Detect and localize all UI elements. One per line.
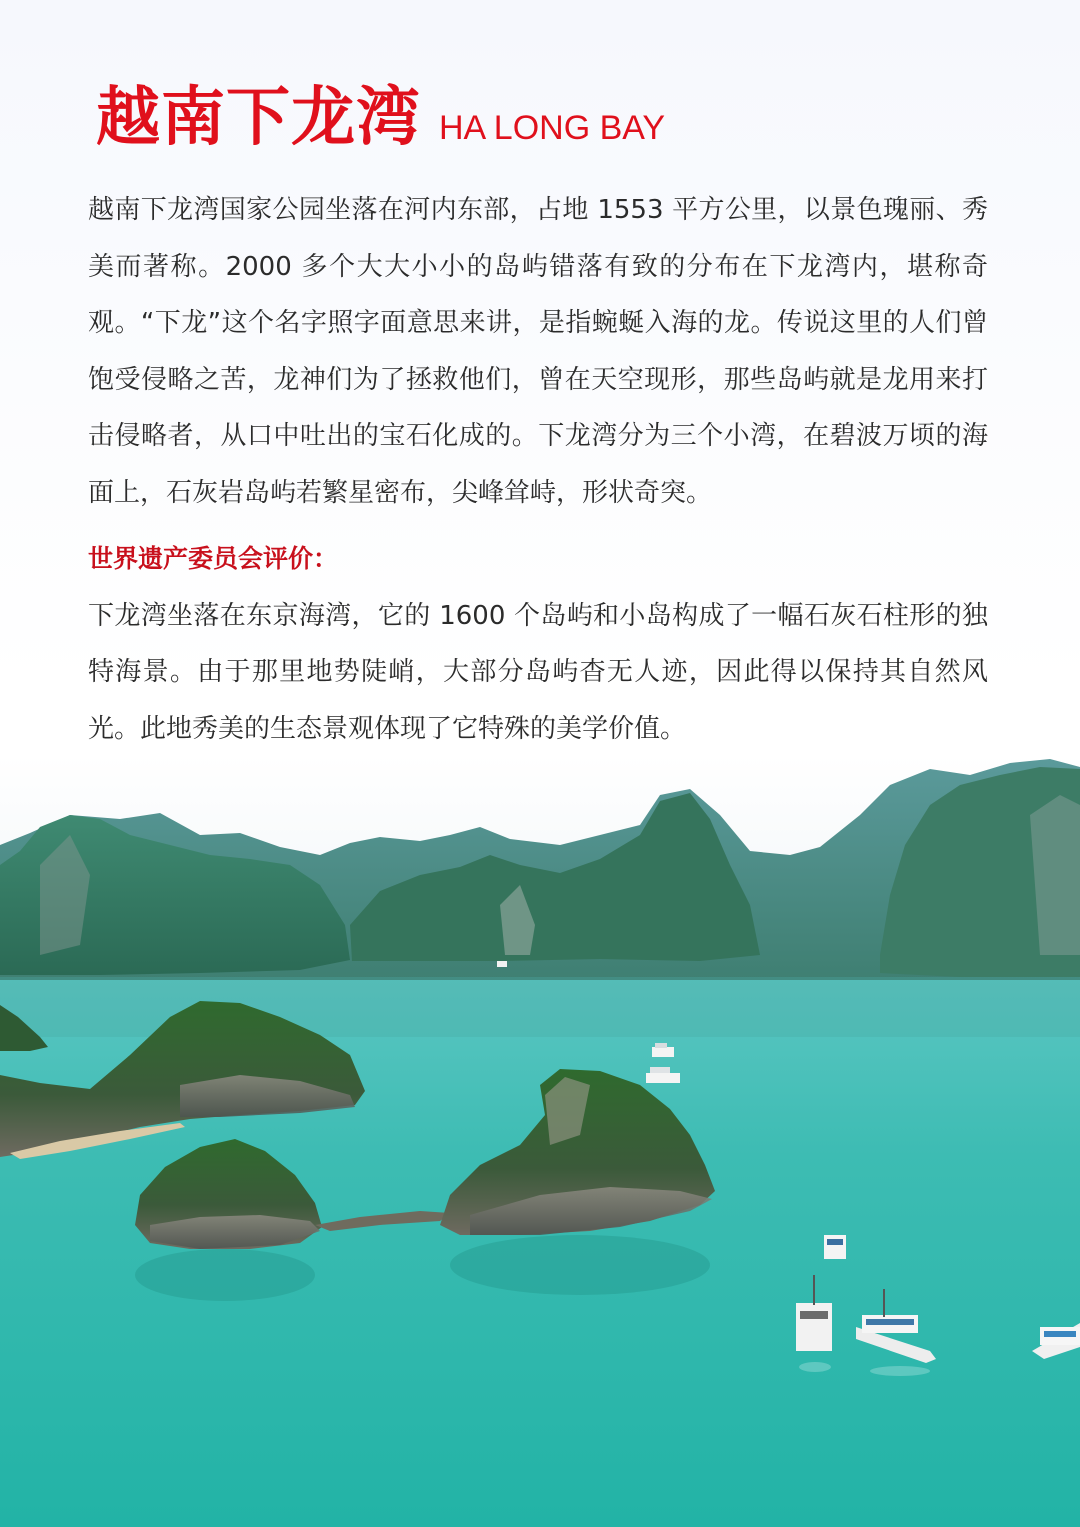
page-title: 越南下龙湾 <box>96 81 421 155</box>
boat-near-small <box>824 1235 846 1259</box>
left-island-reflection <box>135 1249 315 1301</box>
wake-1 <box>799 1362 831 1372</box>
article-body <box>88 182 988 757</box>
page-subtitle: HA LONG BAY <box>439 109 666 147</box>
wake-2 <box>870 1366 930 1376</box>
intro-paragraph: 越南下龙湾国家公园坐落在河内东部，占地 1553 平方公里，以景色瑰丽、秀美而著称。2000 多个大大小小的岛屿错落有致的分布在下龙湾内，堪称奇观。“下龙”这个名字照字面意思来讲，是指蜿蜒入海的龙。传说这里的人们曾饱受侵略之苦，龙神们为了拯救他们，曾在天空现形，那些岛屿就是龙用来打击侵略者，从口中吐出的宝石化成的。下龙湾分为三个小湾，在碧波万顷的海面上，石灰岩岛屿若繁星密布，尖峰耸峙，形状奇突。 <box>88 195 988 508</box>
evaluation-paragraph: 下龙湾坐落在东京海湾，它的 1600 个岛屿和小岛构成了一幅石灰石柱形的独特海景。由于那里地势陡峭，大部分岛屿杳无人迹，因此得以保持其自然风光。此地秀美的生态景观体现了它特殊的美学价值。 <box>88 600 988 744</box>
evaluation-heading: 世界遗产委员会评价： <box>88 543 339 573</box>
ha-long-bay-photo <box>0 755 1080 1527</box>
landscape-illustration <box>0 755 1080 1527</box>
title-row <box>96 78 665 168</box>
right-island-reflection <box>450 1235 710 1295</box>
boat-far-center <box>497 961 507 967</box>
